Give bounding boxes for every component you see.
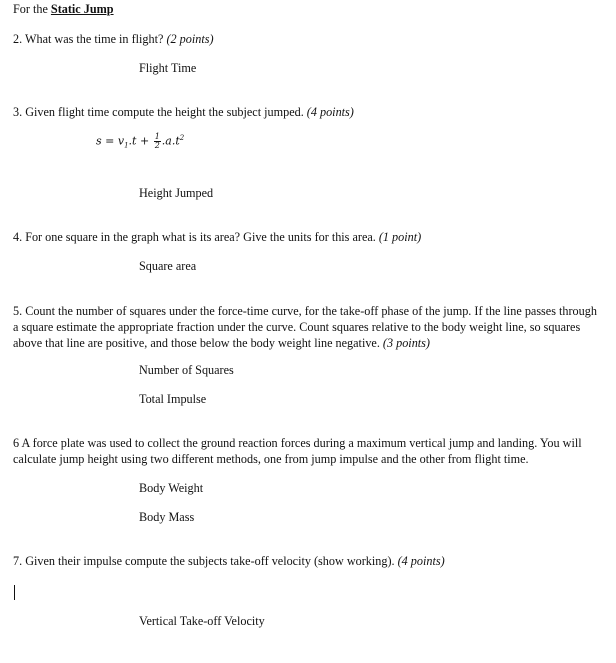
body-mass-label[interactable]: Body Mass bbox=[139, 510, 195, 524]
question-5-text: 5. Count the number of squares under the force-time curve, for the take-off phase of the jump. If the line passes through a square estimate the appropriate fraction under the curve. Count squares relative to the body weight line, so squares above that line are positive, and those below the body weight line negative. bbox=[13, 304, 597, 350]
question-3 bbox=[13, 105, 354, 120]
height-jumped-label[interactable]: Height Jumped bbox=[139, 186, 214, 200]
header-static-jump: Static Jump bbox=[50, 2, 114, 16]
fraction-numerator: 1 bbox=[154, 132, 160, 141]
flight-time-label[interactable]: Flight Time bbox=[139, 61, 197, 75]
total-impulse-label[interactable]: Total Impulse bbox=[139, 392, 207, 406]
text-cursor[interactable] bbox=[14, 585, 15, 600]
question-2-text: 2. What was the time in flight? bbox=[13, 32, 167, 46]
fraction-denominator: 2 bbox=[154, 141, 160, 150]
number-of-squares-label[interactable]: Number of Squares bbox=[139, 363, 234, 377]
question-4 bbox=[13, 230, 421, 245]
question-2 bbox=[13, 32, 214, 47]
question-7 bbox=[13, 554, 445, 569]
question-3-text: 3. Given flight time compute the height the subject jumped. bbox=[13, 105, 307, 119]
body-weight-label[interactable]: Body Weight bbox=[139, 481, 204, 495]
question-5 bbox=[13, 303, 603, 351]
question-7-text: 7. Given their impulse compute the subjects take-off velocity (show working). bbox=[13, 554, 398, 568]
formula-subscript: 1 bbox=[124, 141, 129, 150]
question-3-points: (4 points) bbox=[306, 105, 354, 119]
formula-mid: .t + bbox=[128, 134, 153, 148]
formula-left: s = v bbox=[96, 134, 125, 148]
formula-fraction bbox=[154, 133, 161, 150]
question-6: 6 A force plate was used to collect the ground reaction forces during a maximum vertical jump and landing. You will calculate jump height using two different methods, one from jump impulse and the other from flight time. bbox=[13, 436, 582, 466]
formula-superscript: 2 bbox=[179, 133, 185, 142]
formula-right: .a.t bbox=[161, 134, 180, 148]
square-area-label[interactable]: Square area bbox=[139, 259, 197, 273]
question-4-text: 4. For one square in the graph what is its area? Give the units for this area. bbox=[13, 230, 379, 244]
question-7-points: (4 points) bbox=[397, 554, 445, 568]
height-formula bbox=[96, 133, 184, 150]
header-title bbox=[13, 2, 114, 17]
vertical-takeoff-velocity-label[interactable]: Vertical Take-off Velocity bbox=[139, 614, 265, 628]
question-2-points: (2 points) bbox=[166, 32, 214, 46]
header-prefix: For the bbox=[13, 2, 51, 16]
question-5-points: (3 points) bbox=[382, 336, 430, 350]
question-4-points: (1 point) bbox=[378, 230, 422, 244]
